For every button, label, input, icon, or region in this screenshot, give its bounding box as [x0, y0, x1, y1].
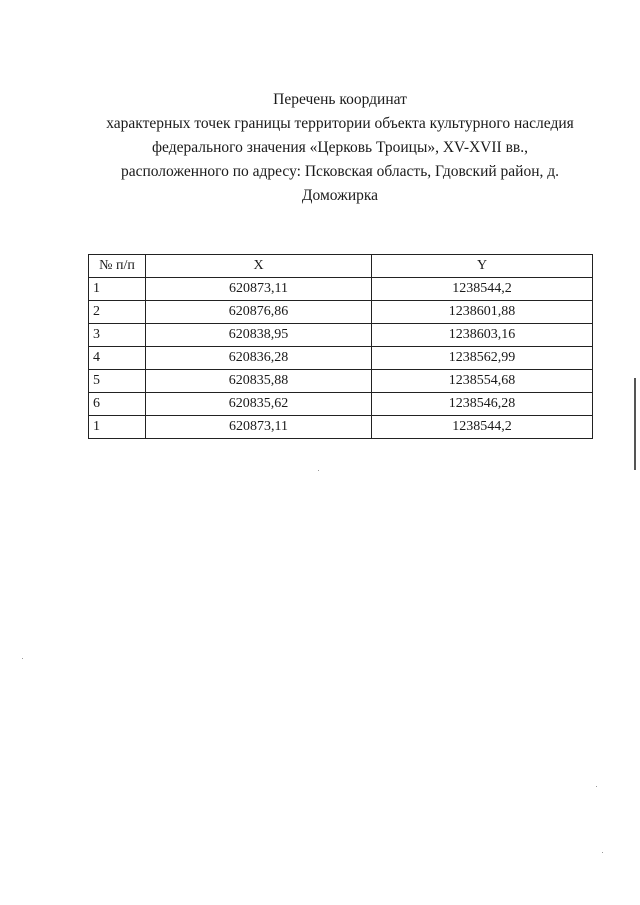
- cell-y: 1238554,68: [372, 370, 593, 393]
- scan-speck: [22, 658, 23, 659]
- cell-number: 6: [89, 393, 146, 416]
- cell-y: 1238603,16: [372, 324, 593, 347]
- heading-line-1: Перечень координат: [273, 91, 407, 108]
- cell-y: 1238562,99: [372, 347, 593, 370]
- table-header-row: [89, 255, 593, 278]
- table-row: [89, 370, 593, 393]
- scan-edge-mark: [634, 378, 636, 470]
- header-number: № п/п: [89, 255, 146, 278]
- cell-x: 620876,86: [146, 301, 372, 324]
- table-row: [89, 347, 593, 370]
- cell-number: 5: [89, 370, 146, 393]
- header-y: Y: [372, 255, 593, 278]
- scan-speck: [318, 470, 319, 471]
- table-row: [89, 278, 593, 301]
- cell-x: 620835,62: [146, 393, 372, 416]
- cell-x: 620873,11: [146, 416, 372, 439]
- heading-line-2: характерных точек границы территории объекта культурного наследия: [106, 115, 574, 132]
- table-row: [89, 324, 593, 347]
- cell-number: 1: [89, 278, 146, 301]
- document-heading: [80, 88, 600, 208]
- table-row: [89, 393, 593, 416]
- cell-y: 1238601,88: [372, 301, 593, 324]
- cell-x: 620835,88: [146, 370, 372, 393]
- cell-y: 1238546,28: [372, 393, 593, 416]
- cell-number: 3: [89, 324, 146, 347]
- table-row: [89, 301, 593, 324]
- heading-line-4: расположенного по адресу: Псковская область, Гдовский район, д.: [120, 163, 560, 180]
- cell-y: 1238544,2: [372, 416, 593, 439]
- cell-y: 1238544,2: [372, 278, 593, 301]
- heading-line-5: Доможирка: [301, 187, 379, 204]
- cell-x: 620838,95: [146, 324, 372, 347]
- cell-number: 2: [89, 301, 146, 324]
- header-x: X: [146, 255, 372, 278]
- scan-speck: [602, 852, 603, 853]
- scan-speck: [596, 786, 597, 787]
- heading-line-3: федерального значения «Церковь Троицы», XV-XVII вв.,: [152, 139, 528, 156]
- cell-x: 620873,11: [146, 278, 372, 301]
- table-row: [89, 416, 593, 439]
- coordinates-table: [88, 254, 593, 439]
- cell-number: 4: [89, 347, 146, 370]
- cell-number: 1: [89, 416, 146, 439]
- cell-x: 620836,28: [146, 347, 372, 370]
